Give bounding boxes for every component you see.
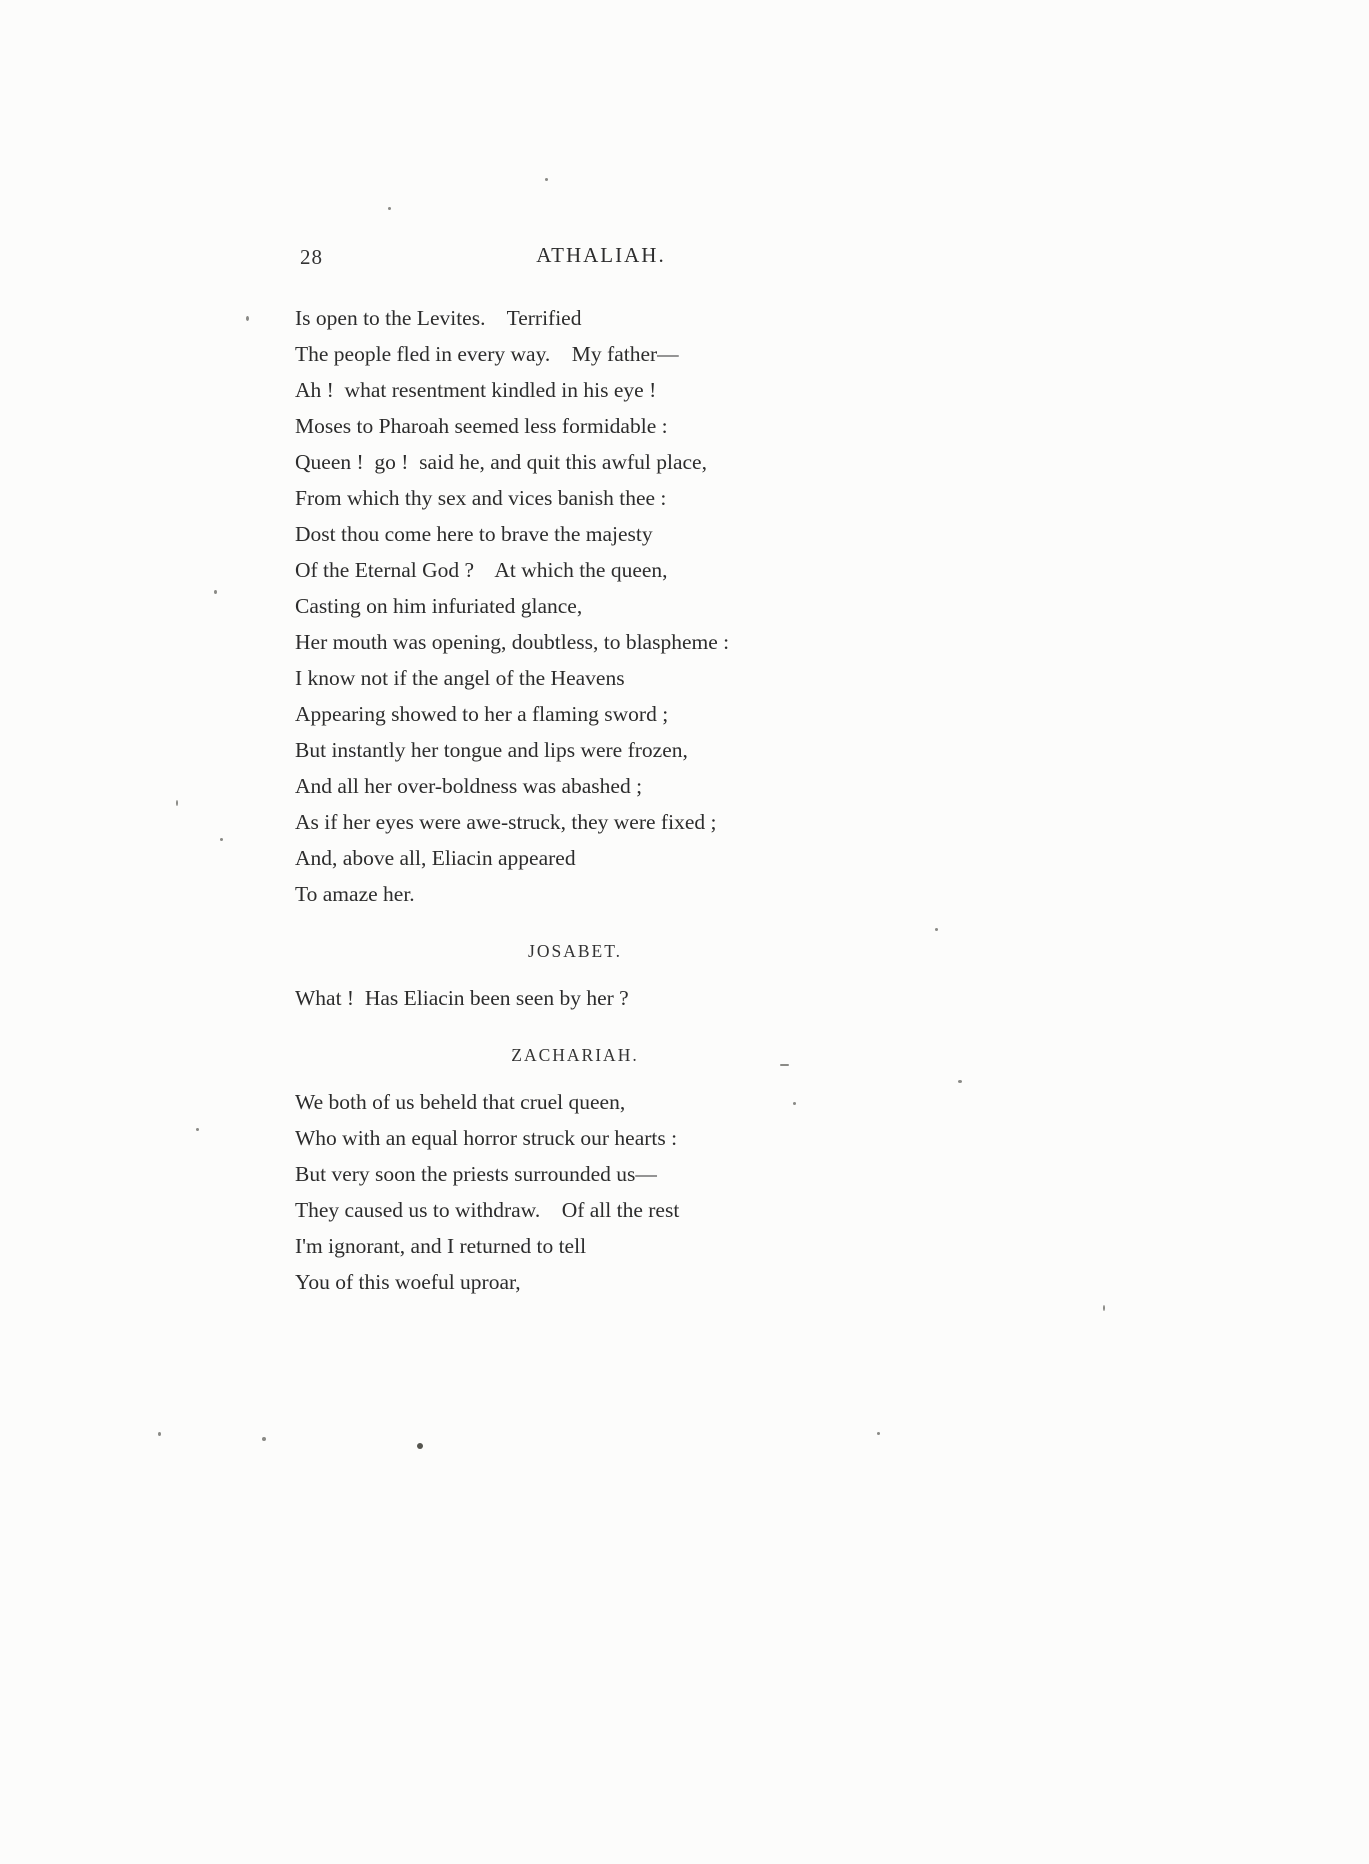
scan-speckle xyxy=(935,928,938,931)
scan-speckle xyxy=(262,1437,266,1441)
scan-speckle xyxy=(176,800,178,806)
verse-line: The people fled in every way. My father— xyxy=(295,342,679,366)
verse-line: And, above all, Eliacin appeared xyxy=(295,846,576,870)
scan-speckle xyxy=(793,1102,796,1105)
scan-speckle xyxy=(388,207,391,210)
verse-line: We both of us beheld that cruel queen, xyxy=(295,1090,626,1114)
verse-line: To amaze her. xyxy=(295,882,415,906)
scan-speckle xyxy=(877,1432,880,1435)
verse-line: Who with an equal horror struck our hearts : xyxy=(295,1126,678,1150)
scan-speckle xyxy=(214,590,217,594)
scan-speckle xyxy=(1103,1305,1105,1311)
page-number: 28 xyxy=(300,245,323,269)
verse-line: You of this woeful uproar, xyxy=(295,1270,521,1294)
scan-speckle xyxy=(545,178,548,181)
verse-line: As if her eyes were awe-struck, they were fixed ; xyxy=(295,810,717,834)
verse-line: Moses to Pharoah seemed less formidable : xyxy=(295,414,668,438)
verse-line: What ! Has Eliacin been seen by her ? xyxy=(295,986,629,1010)
verse-line: Queen ! go ! said he, and quit this awful place, xyxy=(295,450,707,474)
speaker-heading: ZACHARIAH. xyxy=(511,1045,639,1065)
verse-line: I'm ignorant, and I returned to tell xyxy=(295,1234,587,1258)
scan-speckle xyxy=(196,1128,199,1131)
speaker-heading: JOSABET. xyxy=(528,941,622,961)
running-head: ATHALIAH. xyxy=(536,243,666,267)
verse-line: Her mouth was opening, doubtless, to blaspheme : xyxy=(295,630,730,654)
verse-line: But very soon the priests surrounded us— xyxy=(295,1162,657,1186)
page-body xyxy=(295,300,935,1300)
verse-line: They caused us to withdraw. Of all the rest xyxy=(295,1198,680,1222)
verse-line: From which thy sex and vices banish thee : xyxy=(295,486,667,510)
verse-line: Appearing showed to her a flaming sword ; xyxy=(295,702,669,726)
verse-line: Of the Eternal God ? At which the queen, xyxy=(295,558,668,582)
verse-line: And all her over-boldness was abashed ; xyxy=(295,774,643,798)
page-header xyxy=(295,243,907,273)
verse-line: But instantly her tongue and lips were frozen, xyxy=(295,738,688,762)
verse-line: I know not if the angel of the Heavens xyxy=(295,666,625,690)
verse-line: Is open to the Levites. Terrified xyxy=(295,306,582,330)
scan-speckle xyxy=(780,1064,789,1066)
verse-line: Casting on him infuriated glance, xyxy=(295,594,583,618)
verse-line: Ah ! what resentment kindled in his eye ! xyxy=(295,378,657,402)
scan-speckle xyxy=(220,838,223,841)
scan-speckle xyxy=(958,1080,962,1083)
verse-line: Dost thou come here to brave the majesty xyxy=(295,522,653,546)
scan-speckle xyxy=(158,1432,161,1436)
scan-speckle xyxy=(246,316,249,321)
scan-speckle xyxy=(417,1443,423,1449)
